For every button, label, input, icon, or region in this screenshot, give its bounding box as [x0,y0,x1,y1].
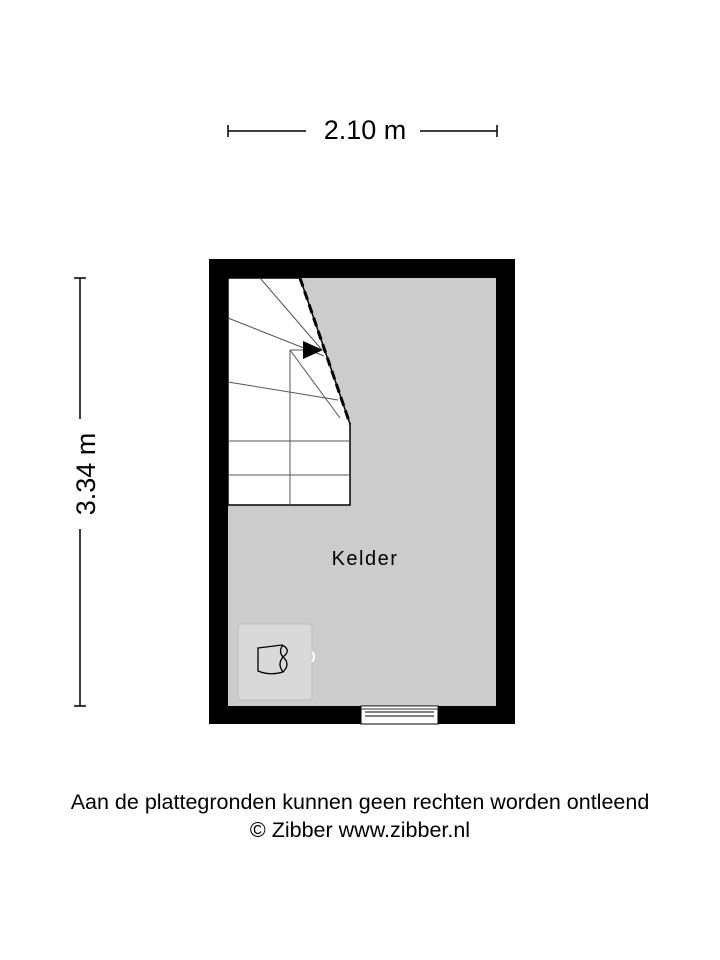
height-dimension-label: 3.34 m [68,419,104,529]
appliance-symbol [238,624,314,700]
width-dimension-label: 2.10 m [310,112,420,148]
footer-disclaimer: Aan de plattegronden kunnen geen rechten worden ontleend [70,790,650,814]
room-label-kelder: Kelder [331,548,399,570]
footer-copyright: © Zibber www.zibber.nl [249,818,471,842]
window [361,706,438,724]
